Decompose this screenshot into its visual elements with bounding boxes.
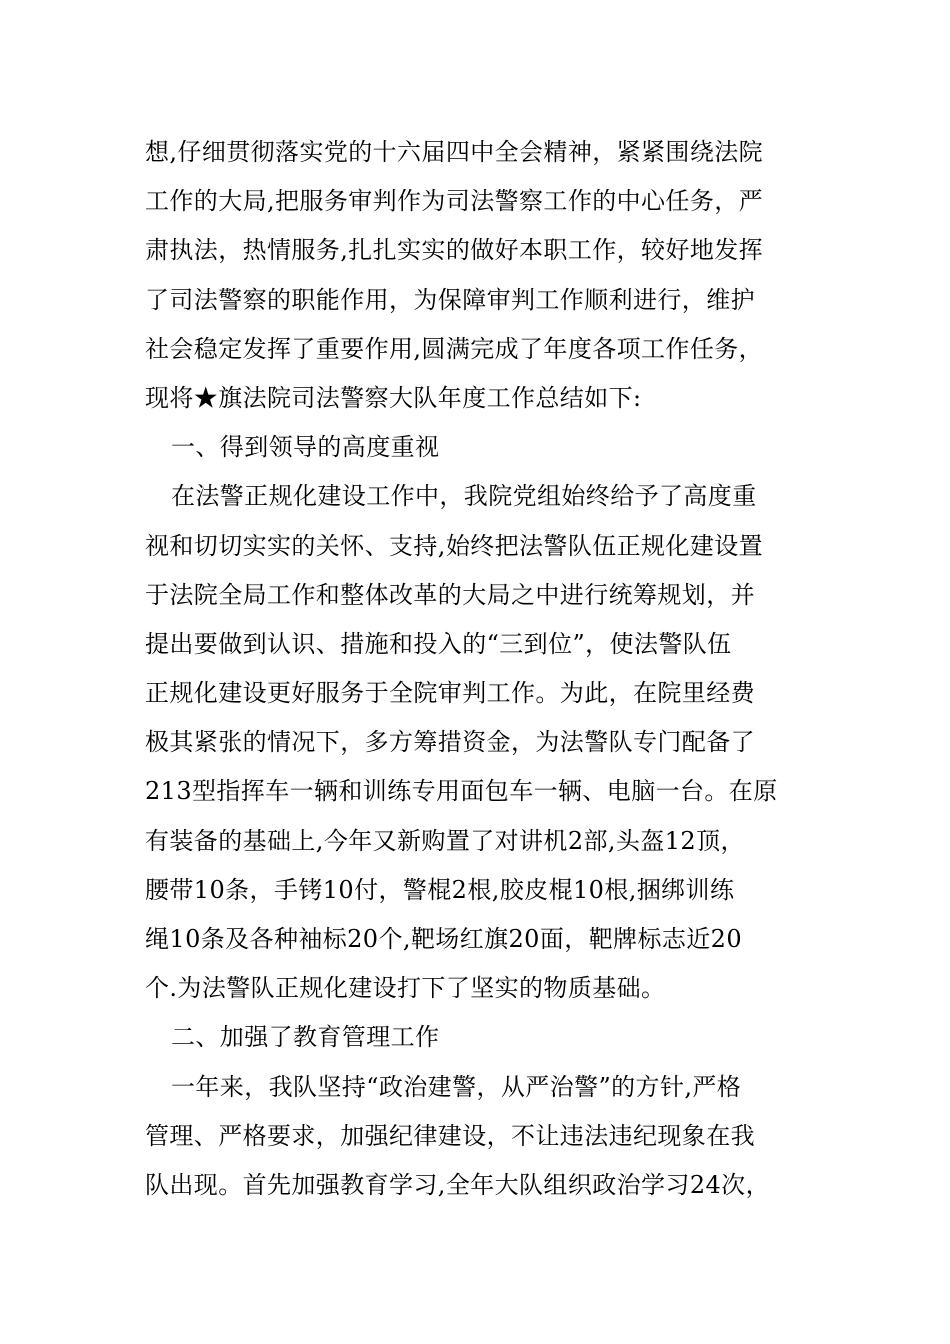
body-line: 有装备的基础上,今年又新购置了对讲机2部,头盔12顶，	[145, 826, 745, 855]
body-line: 213型指挥车一辆和训练专用面包车一辆、电脑一台。在原	[145, 777, 778, 806]
body-line: 队出现。首先加强教育学习,全年大队组织政治学习24次，	[145, 1170, 770, 1199]
body-line: 管理、严格要求，加强纪律建设，不让违法违纪现象在我	[145, 1121, 755, 1150]
paragraph-first-line: 在法警正规化建设工作中，我院党组始终给予了高度重	[171, 482, 757, 511]
body-line: 提出要做到认识、措施和投入的“三到位”，使法警队伍	[145, 629, 732, 658]
document-body	[145, 128, 815, 1210]
body-line: 正规化建设更好服务于全院审判工作。为此，在院里经费	[145, 679, 755, 708]
body-line: 视和切切实实的关怀、支持,始终把法警队伍正规化建设置	[145, 531, 764, 560]
body-line: 于法院全局工作和整体改革的大局之中进行统筹规划，并	[145, 580, 755, 609]
body-line: 现将★旗法院司法警察大队年度工作总结如下:	[145, 383, 642, 412]
body-line: 肃执法，热情服务,扎扎实实的做好本职工作，较好地发挥	[145, 236, 764, 265]
section-heading-1: 一、得到领导的高度重视	[171, 433, 440, 462]
body-line: 个.为法警队正规化建设打下了坚实的物质基础。	[145, 974, 666, 1003]
body-line: 工作的大局,把服务审判作为司法警察工作的中心任务，严	[145, 187, 764, 216]
body-line: 想,仔细贯彻落实党的十六届四中全会精神，紧紧围绕法院	[145, 138, 764, 166]
body-line: 腰带10条，手铐10付，警棍2根,胶皮棍10根,捆绑训练	[145, 875, 735, 904]
body-line: 了司法警察的职能作用，为保障审判工作顺利进行，维护	[145, 285, 755, 314]
body-line: 极其紧张的情况下，多方筹措资金，为法警队专门配备了	[145, 728, 755, 757]
body-line: 社会稳定发挥了重要作用,圆满完成了年度各项工作任务，	[145, 334, 764, 363]
body-line: 绳10条及各种袖标20个,靶场红旗20面，靶牌标志近20	[145, 925, 742, 953]
section-heading-2: 二、加强了教育管理工作	[171, 1023, 440, 1052]
paragraph-first-line: 一年来，我队坚持“政治建警，从严治警”的方针,严格	[171, 1072, 742, 1101]
